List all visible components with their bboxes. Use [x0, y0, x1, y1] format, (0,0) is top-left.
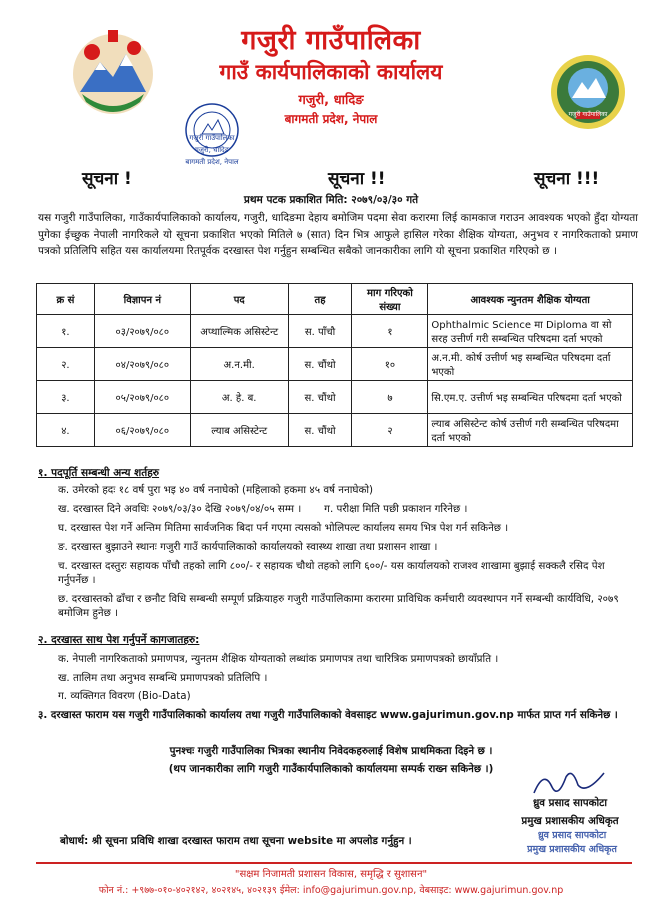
cell-demand: ७ [352, 381, 428, 414]
cell-serial: ४. [37, 414, 95, 447]
section2-title: २. दरखास्त साथ पेश गर्नुपर्ने कागजातहरु: [38, 634, 200, 646]
cell-serial: २. [37, 348, 95, 381]
seal-text-1: गजुरी गाउँपालिका [189, 134, 235, 142]
section3-text: ३. दरखास्त फाराम यस गजुरी गाउँपालिकाको कार्यालय तथा गजुरी गाउँपालिकाको वेवसाइट www.gajurimun.gov.np मार्फत प्राप्त गर्न सकिनेछ । [38, 709, 618, 721]
section1-item: क. उमेरको हदः १८ वर्ष पुरा भइ ४० वर्ष ननाघेको (महिलाको हकमा ४५ वर्ष ननाघेको) [58, 484, 374, 496]
stamp-line: ध्रुव प्रसाद सापकोटा [537, 830, 607, 841]
cell-demand: २ [352, 414, 428, 447]
cell-ad-number: ०५/२०७९/०८० [94, 381, 190, 414]
cc-note: बोधार्थ: श्री सूचना प्रविधि शाखा दरखास्त फाराम तथा सूचना website मा अपलोड गर्नुहुन । [60, 835, 412, 847]
contact-note: (थप जानकारीका लागि गजुरी गाउँकार्यपालिकाको कार्यालयमा सम्पर्क राख्न सकिनेछ ।) [168, 763, 494, 775]
cell-level: स. पाँचौ [288, 315, 352, 348]
table-row [37, 414, 633, 447]
notice-label-2: सूचना !! [328, 169, 386, 189]
cell-post: अप्थाल्मिक असिस्टेन्ट [190, 315, 288, 348]
cell-qualification: ल्याब असिस्टेन्ट कोर्ष उत्तीर्ण गरी सम्बन्धित परिषदमा दर्ता भएको [428, 414, 633, 447]
cell-post: अ.न.मी. [190, 348, 288, 381]
cell-ad-number: ०४/२०७९/०८० [94, 348, 190, 381]
section2-item: ग. व्यक्तिगत विवरण (Bio-Data) [58, 690, 191, 702]
section2-item: क. नेपाली नागरिकताको प्रमाणपत्र, न्युनतम शैक्षिक योग्यताको लब्धांक प्रमाणपत्र तथा चारित्रिक प्रमाणपत्रको छायाँप्रति । [58, 653, 499, 665]
municipality-logo-text: गजुरी गाउँपालिका [568, 111, 608, 118]
notice-label-1: सूचना ! [82, 169, 132, 189]
col-qualification: आवश्यक न्युनतम शैक्षिक योग्यता [428, 284, 633, 315]
province-name: बागमती प्रदेश, नेपाल [284, 112, 378, 126]
seal-text-2: गजुरी, धादिङ [194, 146, 230, 154]
section1-item: ङ. दरखास्त बुझाउने स्थानः गजुरी गाउँ कार्यपालिकाको कार्यालयको स्वास्थ्य शाखा तथा प्रशासन शाखा । [58, 541, 438, 553]
col-level: तह [288, 284, 352, 315]
col-demand: माग गरिएको संख्या [352, 284, 428, 315]
section1-item: छ. दरखास्तको ढाँचा र छनौट विधि सम्बन्धी सम्पूर्ण प्रक्रियाहरु गजुरी गाउँपालिकामा करारमा प्राविधिक कर्मचारी व्यवस्थापन गर्ने सम्बन्धी कार्यविधि, २०७९ बमोजिम हुनेछ । [58, 593, 619, 619]
cell-ad-number: ०३/२०७९/०८० [94, 315, 190, 348]
stamp-line: प्रमुख प्रशासकीय अधिकृत [527, 844, 617, 855]
cell-demand: १० [352, 348, 428, 381]
section1-title: १. पदपूर्ति सम्बन्धी अन्य शर्तहरु [38, 467, 160, 479]
section1-item: ख. दरखास्त दिने अवधिः २०७९/०३/३० देखि २०७९/०४/०५ सम्म । ग. परीक्षा मिति पछी प्रकाशन गरिनेछ । [58, 503, 468, 515]
notice-label-3: सूचना !!! [534, 169, 600, 189]
cell-qualification: Ophthalmic Science मा Diploma वा सो सरह उत्तीर्ण गरी सम्बन्धित परिषदमा दर्ता भएको [428, 315, 633, 348]
cell-qualification: अ.न.मी. कोर्ष उत्तीर्ण भइ सम्बन्धित परिषदमा दर्ता भएको [428, 348, 633, 381]
footer-divider [36, 862, 632, 864]
office-title: गाउँ कार्यपालिकाको कार्यालय [219, 60, 443, 84]
footer-motto: "सक्षम निजामती प्रशासन विकास, समृद्धि र सुशासन" [234, 869, 428, 880]
cell-level: स. चौंथो [288, 348, 352, 381]
seal-text-3: बागमती प्रदेश, नेपाल [185, 158, 239, 166]
footer-contact: फोन नं.: +९७७-०१०-४०२१४२, ४०२१४५, ४०२१३९ ईमेल: info@gajurimun.gov.np, वेबसाइट: www.gajurimun.gov.np [98, 885, 564, 896]
col-post: पद [190, 284, 288, 315]
official-stamp [505, 829, 639, 859]
cell-post: अ. हे. ब. [190, 381, 288, 414]
cell-serial: ३. [37, 381, 95, 414]
section1-item: च. दरखास्त दस्तुरः सहायक पाँचौ तहको लागि ८००/- र सहायक चौथो तहको लागि ६००/- यस कार्यालयको राजश्व शाखामा बुझाई सक्कलै रसिद पेश गर्नुपर्नेछ । [58, 560, 605, 586]
cell-ad-number: ०६/२०७९/०८० [94, 414, 190, 447]
intro-paragraph: यस गजुरी गाउँपालिका, गाउँकार्यपालिकाको कार्यालय, गजुरी, धादिङमा देहाय बमोजिम पदमा सेवा करारमा लिई कामकाज गराउन आवश्यक भएको हुँदा योग्यता पुगेका ईच्छुक नेपाली नागरिकले यो सूचना प्रकाशित भएको मितिले ७ (सात) दिन भित्र आफुले हासिल गरेका शैक्षिक योग्यता, अनुभव र नागरिकताको प्रमाण पत्रको प्रतिलिपि सहित यस कार्यालयमा रितपूर्वक दरखास्त पेश गर्नुहुन सम्बन्धित सबैको जानकारीका लागि यो सूचना प्रकाशित गरिएको छ । [38, 212, 638, 257]
section1-item: घ. दरखास्त पेश गर्ने अन्तिम मितिमा सार्वजनिक बिदा पर्न गएमा त्यसको भोलिपल्ट कार्यालय समय भित्र पेश गर्न सकिनेछ । [58, 522, 509, 534]
municipality-title: गजुरी गाउँपालिका [241, 25, 421, 56]
cell-level: स. चौंथो [288, 381, 352, 414]
cell-post: ल्याब असिस्टेन्ट [190, 414, 288, 447]
cell-serial: १. [37, 315, 95, 348]
col-serial: क्र सं [37, 284, 95, 315]
table-row [37, 315, 633, 348]
vacancy-table [36, 283, 633, 447]
signatory-name: ध्रुव प्रसाद सापकोटा [532, 797, 608, 809]
priority-note: पुनश्चः गजुरी गाउँपालिका भित्रका स्थानीय निवेदकहरुलाई विशेष प्राथमिकता दिइने छ । [169, 745, 493, 757]
section2-item: ख. तालिम तथा अनुभव सम्बन्धि प्रमाणपत्रको प्रतिलिपि । [58, 672, 268, 684]
cell-level: स. चौंथो [288, 414, 352, 447]
table-header-row [37, 284, 633, 315]
published-date: प्रथम पटक प्रकाशित मिति: २०७९/०३/३० गते [243, 194, 419, 206]
table-row [37, 381, 633, 414]
table-row [37, 348, 633, 381]
signatory-title: प्रमुख प्रशासकीय अधिकृत [521, 815, 619, 827]
col-ad-number: विज्ञापन नं [94, 284, 190, 315]
cell-demand: १ [352, 315, 428, 348]
office-location: गजुरी, धादिङ [298, 93, 364, 108]
cell-qualification: सि.एम.ए. उत्तीर्ण भइ सम्बन्धित परिषदमा दर्ता भएको [428, 381, 633, 414]
